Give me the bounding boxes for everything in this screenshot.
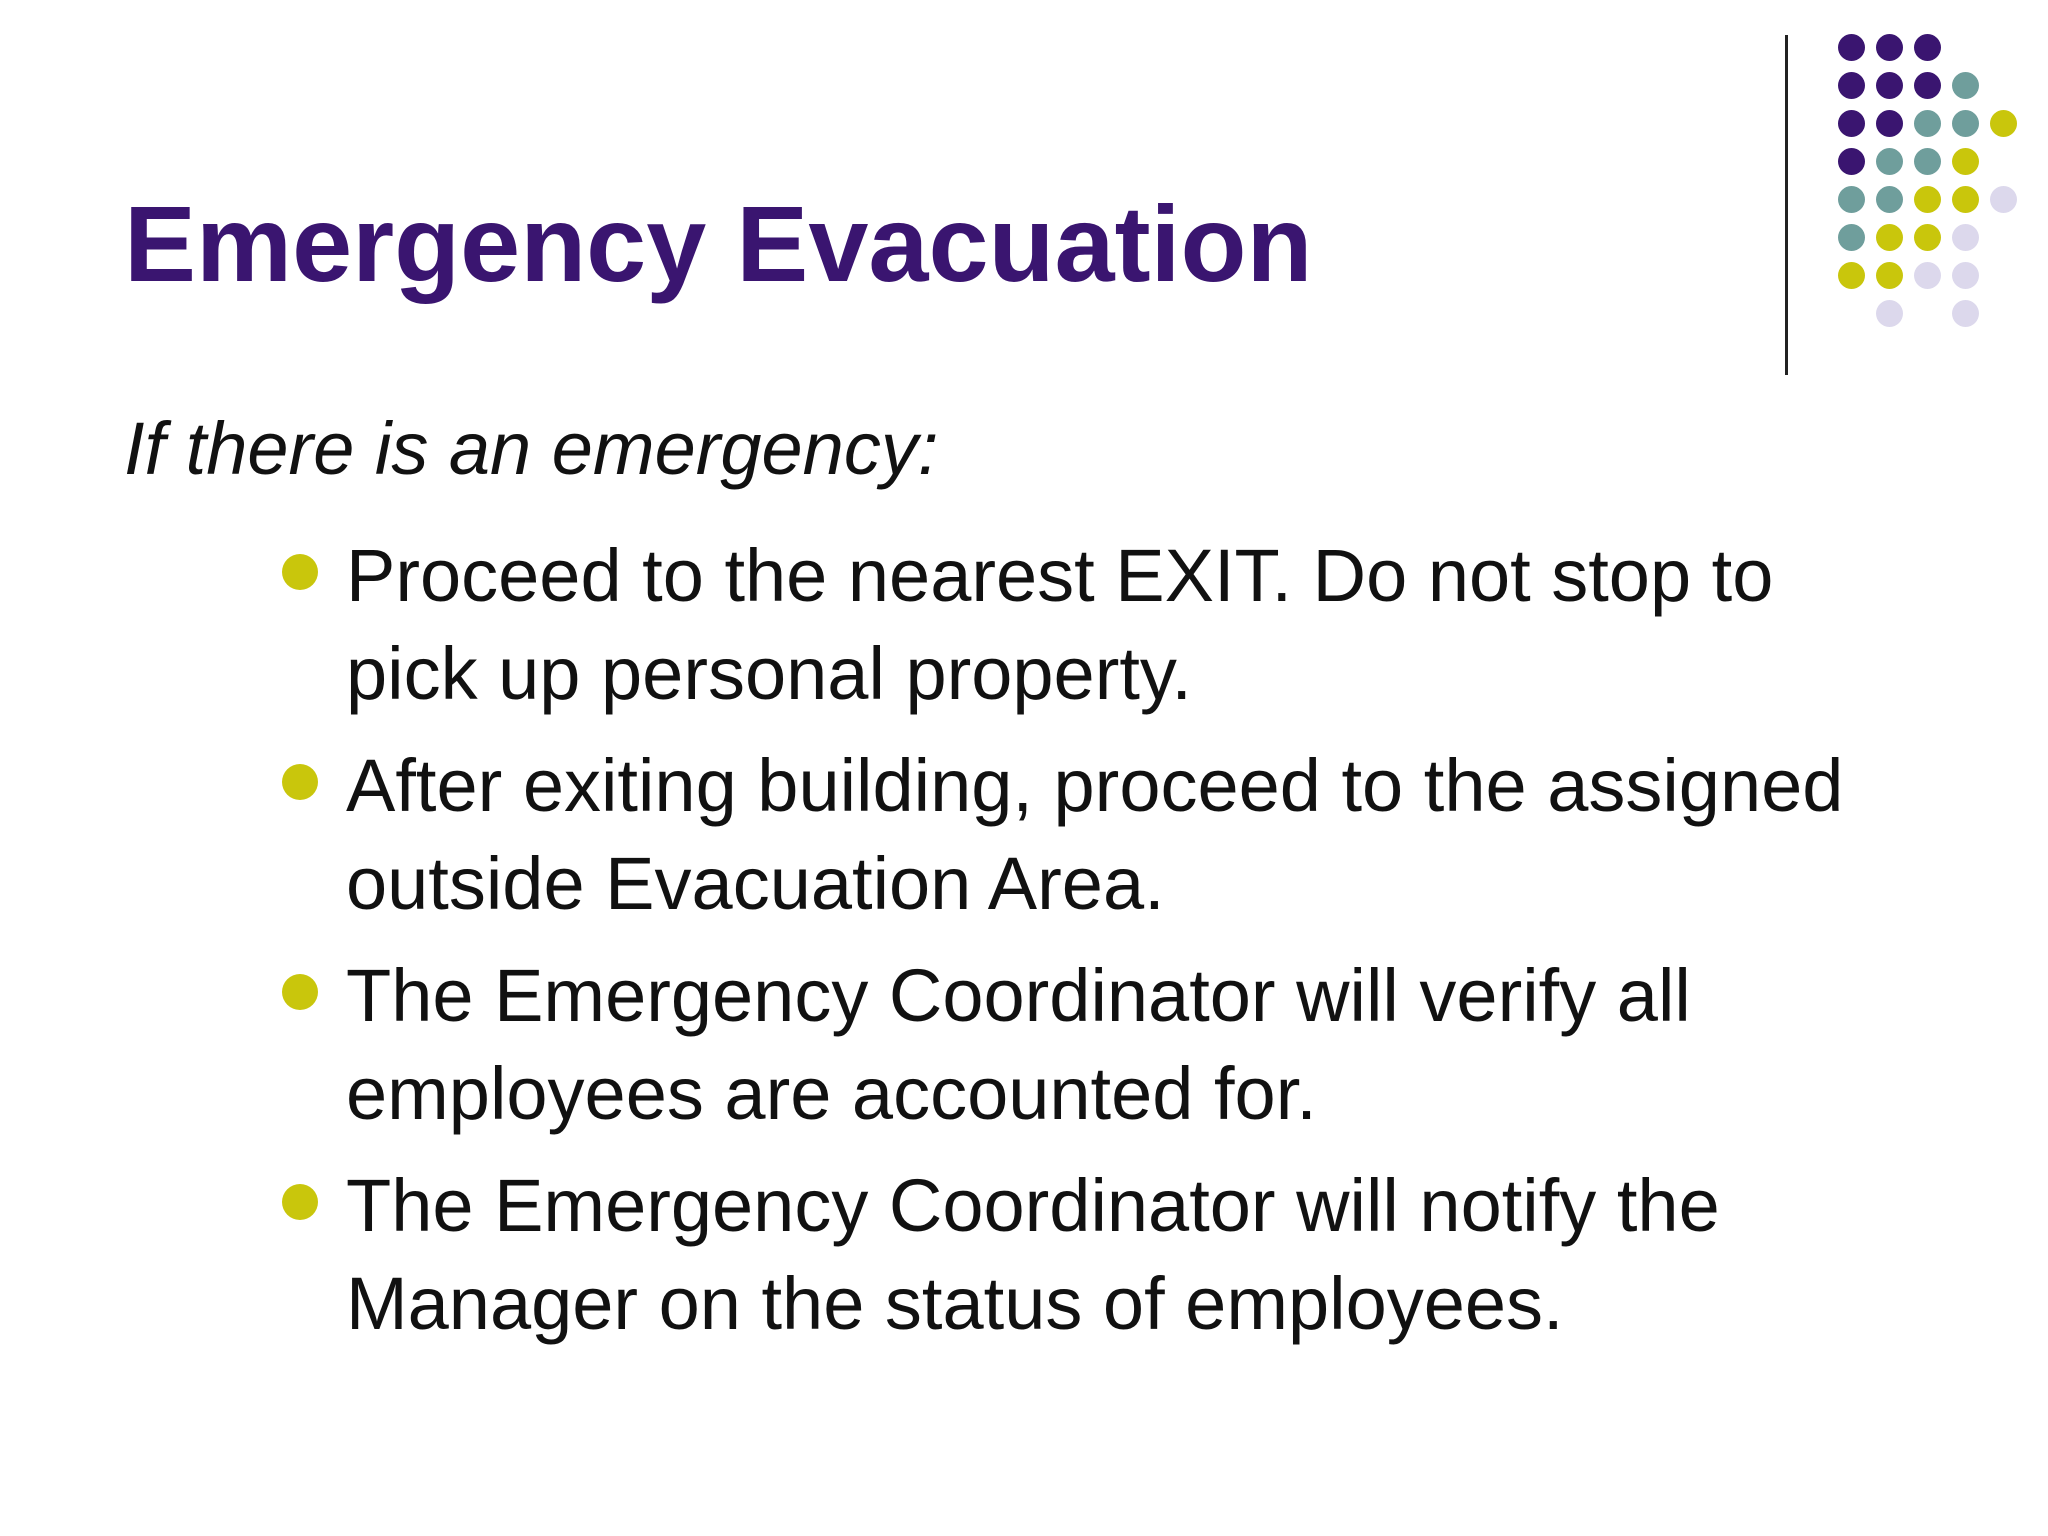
bullet-item bbox=[282, 947, 1922, 1143]
decorative-dot bbox=[1914, 224, 1941, 251]
decorative-dot bbox=[1952, 300, 1979, 327]
bullet-item bbox=[282, 737, 1922, 933]
slide-title: Emergency Evacuation bbox=[124, 183, 1313, 304]
bullet-text: The Emergency Coordinator will verify all employees are accounted for. bbox=[346, 954, 1691, 1135]
decorative-dot bbox=[1838, 262, 1865, 289]
decorative-dot bbox=[1990, 110, 2017, 137]
bullet-dot-icon bbox=[282, 1184, 318, 1220]
decorative-dot bbox=[1838, 148, 1865, 175]
decorative-dot bbox=[1952, 148, 1979, 175]
decorative-dot bbox=[1876, 262, 1903, 289]
decorative-dot bbox=[1952, 186, 1979, 213]
decorative-dot bbox=[1838, 186, 1865, 213]
decorative-dot bbox=[1914, 186, 1941, 213]
bullet-text: After exiting building, proceed to the assigned outside Evacuation Area. bbox=[346, 744, 1844, 925]
bullet-dot-icon bbox=[282, 764, 318, 800]
decorative-dot bbox=[1838, 224, 1865, 251]
decorative-dot bbox=[1838, 110, 1865, 137]
bullet-list bbox=[282, 527, 1922, 1367]
decorative-dot bbox=[1876, 72, 1903, 99]
decorative-dot bbox=[1914, 72, 1941, 99]
decorative-dot bbox=[1990, 186, 2017, 213]
bullet-dot-icon bbox=[282, 554, 318, 590]
decorative-dot bbox=[1876, 224, 1903, 251]
decorative-dot bbox=[1952, 72, 1979, 99]
vertical-divider bbox=[1785, 35, 1788, 375]
decorative-dot bbox=[1876, 34, 1903, 61]
bullet-dot-icon bbox=[282, 974, 318, 1010]
decorative-dot bbox=[1914, 110, 1941, 137]
bullet-text: The Emergency Coordinator will notify the Manager on the status of employees. bbox=[346, 1164, 1720, 1345]
decorative-dot bbox=[1914, 34, 1941, 61]
decorative-dot bbox=[1876, 110, 1903, 137]
decorative-dot bbox=[1876, 148, 1903, 175]
decorative-dot bbox=[1838, 34, 1865, 61]
slide-subheading: If there is an emergency: bbox=[124, 407, 939, 490]
decorative-dot bbox=[1952, 262, 1979, 289]
decorative-dot bbox=[1952, 224, 1979, 251]
decorative-dot bbox=[1876, 186, 1903, 213]
bullet-item bbox=[282, 1157, 1922, 1353]
decorative-dot bbox=[1914, 148, 1941, 175]
bullet-item bbox=[282, 527, 1922, 723]
decorative-dot bbox=[1838, 72, 1865, 99]
decorative-dot bbox=[1914, 262, 1941, 289]
bullet-text: Proceed to the nearest EXIT. Do not stop to pick up personal property. bbox=[346, 534, 1774, 715]
decorative-dot bbox=[1876, 300, 1903, 327]
decorative-dot bbox=[1952, 110, 1979, 137]
